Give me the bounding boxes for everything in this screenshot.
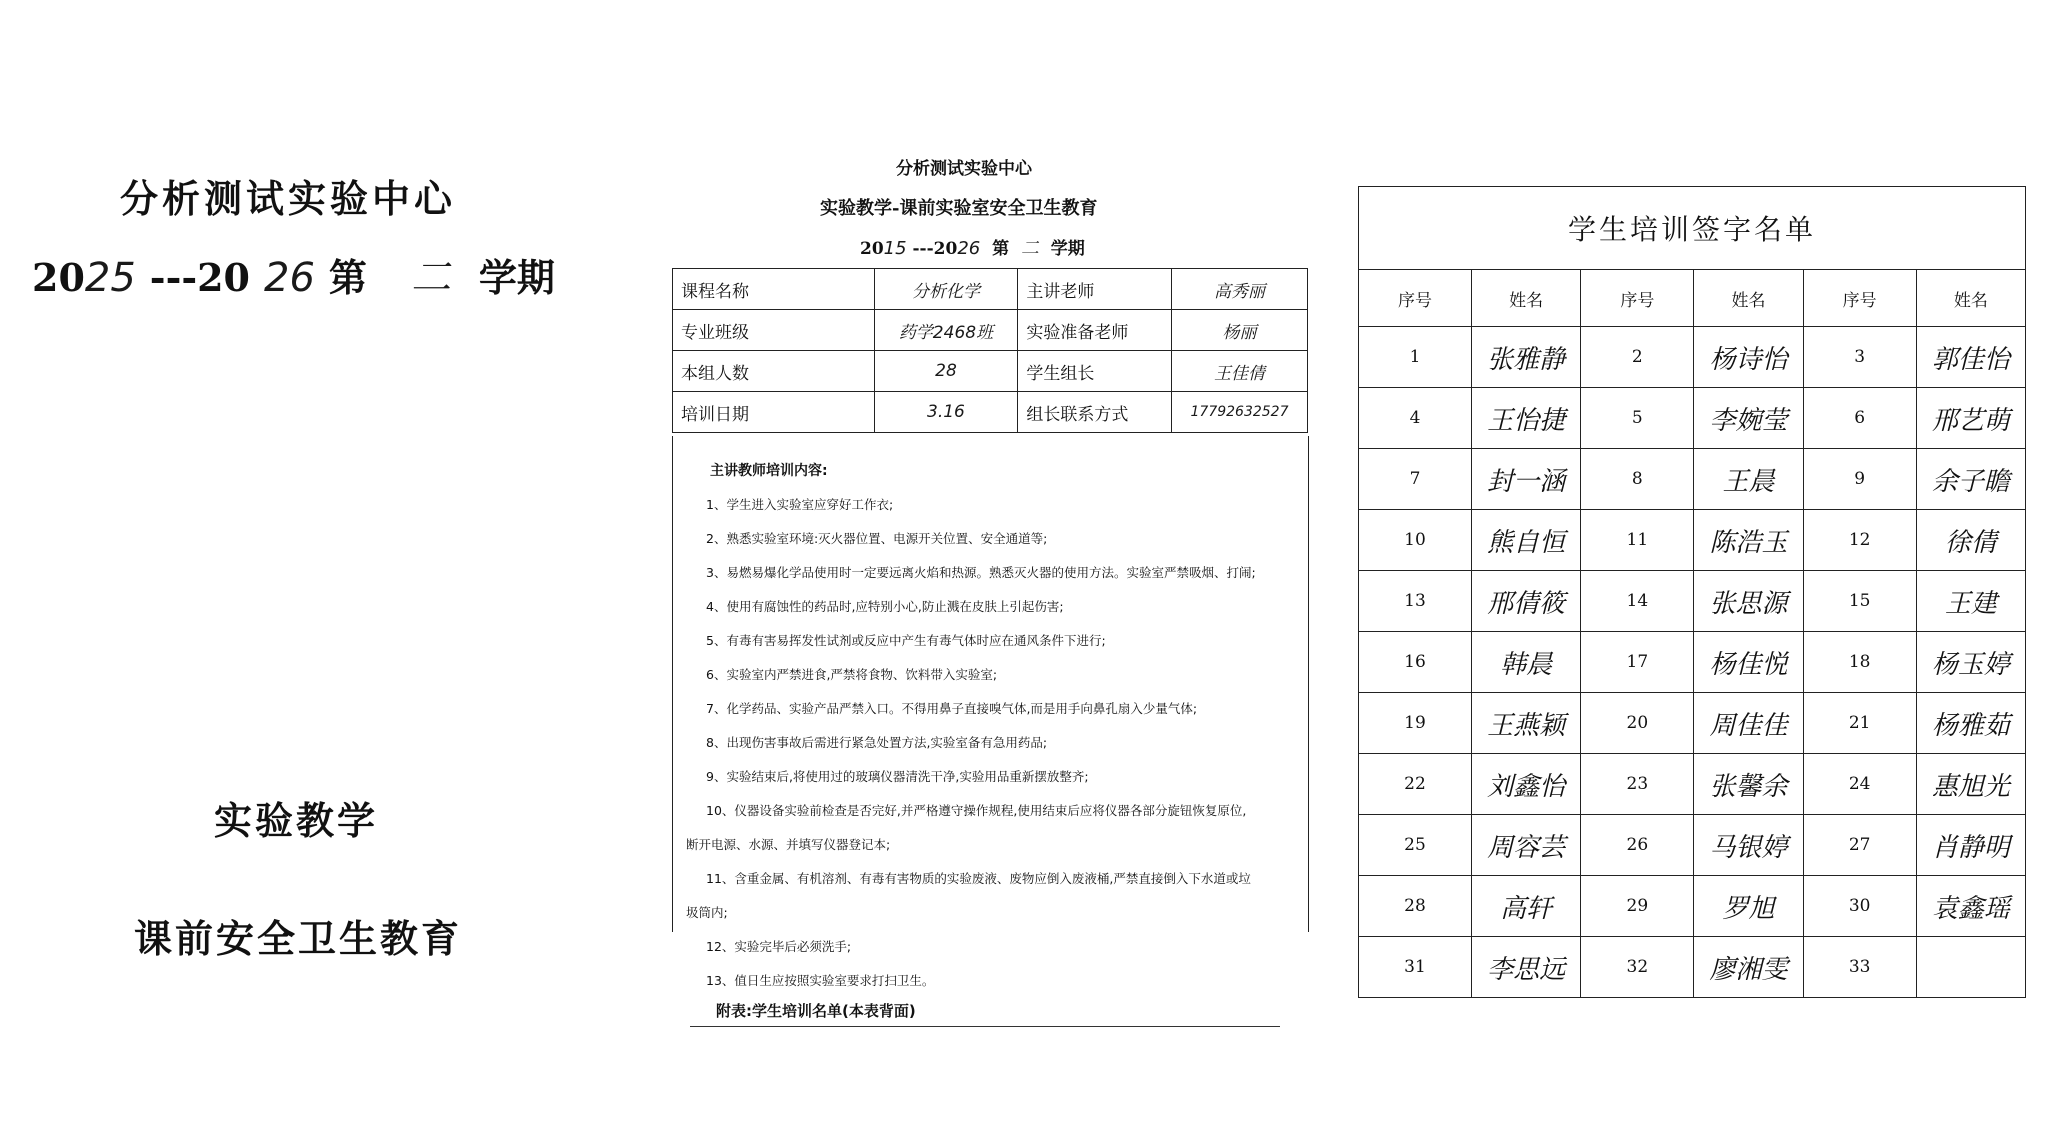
info-value-teacher: 高秀丽 <box>1172 269 1308 310</box>
form-term-xueqi: 学期 <box>1050 239 1085 259</box>
cover-teaching-title: 实验教学 <box>214 798 379 843</box>
student-signature: 周佳佳 <box>1694 693 1803 754</box>
student-number: 14 <box>1581 571 1694 632</box>
student-signature: 马银婷 <box>1694 815 1803 876</box>
cover-center-name: 分析测试实验中心 <box>120 176 457 221</box>
form-term-year1-prefix: 20 <box>860 239 884 259</box>
student-signature: 杨雅茹 <box>1916 693 2025 754</box>
table-row <box>1359 815 2026 876</box>
student-number: 31 <box>1359 937 1472 998</box>
student-number: 22 <box>1359 754 1472 815</box>
course-info-row <box>673 310 1308 351</box>
training-item: 5、有毒有害易挥发性试剂或反应中产生有毒气体时应在通风条件下进行; <box>706 633 1106 648</box>
student-number: 7 <box>1359 449 1472 510</box>
cover-education-title: 课前安全卫生教育 <box>134 916 463 961</box>
student-number: 15 <box>1803 571 1916 632</box>
course-info-table <box>672 268 1308 433</box>
student-signature <box>1916 937 2025 998</box>
table-row <box>1359 876 2026 937</box>
info-label-group-size: 本组人数 <box>673 351 875 392</box>
table-row <box>1359 571 2026 632</box>
appendix-note: 附表:学生培训名单(本表背面) <box>716 1002 916 1020</box>
student-signature: 廖湘雯 <box>1694 937 1803 998</box>
table-row <box>1359 693 2026 754</box>
student-number: 28 <box>1359 876 1472 937</box>
col-header-name: 姓名 <box>1472 270 1581 327</box>
student-number: 23 <box>1581 754 1694 815</box>
cover-term-number-handwritten: 二 <box>410 255 451 301</box>
table-row <box>1359 388 2026 449</box>
table-row <box>1359 754 2026 815</box>
student-number: 18 <box>1803 632 1916 693</box>
student-number: 17 <box>1581 632 1694 693</box>
sign-sheet-title: 学生培训签字名单 <box>1358 186 2026 269</box>
student-signature: 封一涵 <box>1472 449 1581 510</box>
student-number: 4 <box>1359 388 1472 449</box>
training-item: 11、含重金属、有机溶剂、有毒有害物质的实验废液、废物应倒入废液桶,严禁直接倒入下水道或垃 <box>706 871 1251 886</box>
student-signature: 刘鑫怡 <box>1472 754 1581 815</box>
student-signature: 肖静明 <box>1916 815 2025 876</box>
student-signature: 熊自恒 <box>1472 510 1581 571</box>
training-item: 13、值日生应按照实验室要求打扫卫生。 <box>706 973 935 988</box>
student-signature: 陈浩玉 <box>1694 510 1803 571</box>
student-number: 29 <box>1581 876 1694 937</box>
sign-table-body <box>1359 327 2026 998</box>
col-header-no: 序号 <box>1359 270 1472 327</box>
student-number: 11 <box>1581 510 1694 571</box>
student-signature: 王晨 <box>1694 449 1803 510</box>
info-value-group-size: 28 <box>874 351 1018 392</box>
info-value-prep-teacher: 杨丽 <box>1172 310 1308 351</box>
form-term-year1-handwritten: 15 <box>883 238 907 259</box>
training-title: 主讲教师培训内容: <box>710 463 828 479</box>
student-number: 26 <box>1581 815 1694 876</box>
appendix-underline <box>690 1026 1280 1027</box>
form-term-separator: ---20 <box>912 239 958 259</box>
student-number: 10 <box>1359 510 1472 571</box>
student-signature: 周容芸 <box>1472 815 1581 876</box>
student-signature: 韩晨 <box>1472 632 1581 693</box>
course-info-row <box>673 392 1308 433</box>
student-number: 8 <box>1581 449 1694 510</box>
info-label-class: 专业班级 <box>673 310 875 351</box>
cover-term-year1-handwritten: 25 <box>84 255 136 301</box>
course-info-row <box>673 351 1308 392</box>
sign-table-header <box>1359 270 2026 327</box>
cover-term-line <box>32 246 555 303</box>
training-item: 2、熟悉实验室环境:灭火器位置、电源开关位置、安全通道等; <box>706 531 1048 546</box>
student-signature: 惠旭光 <box>1916 754 2025 815</box>
student-signature: 杨玉婷 <box>1916 632 2025 693</box>
student-number: 25 <box>1359 815 1472 876</box>
cover-term-di: 第 <box>328 255 367 300</box>
table-row <box>1359 510 2026 571</box>
student-number: 6 <box>1803 388 1916 449</box>
info-label-course: 课程名称 <box>673 269 875 310</box>
student-number: 2 <box>1581 327 1694 388</box>
student-signature: 王建 <box>1916 571 2025 632</box>
student-signature: 杨诗怡 <box>1694 327 1803 388</box>
training-item: 4、使用有腐蚀性的药品时,应特别小心,防止溅在皮肤上引起伤害; <box>706 599 1064 614</box>
student-signature: 郭佳怡 <box>1916 327 2025 388</box>
student-number: 32 <box>1581 937 1694 998</box>
info-label-contact: 组长联系方式 <box>1018 392 1172 433</box>
student-number: 33 <box>1803 937 1916 998</box>
info-value-class: 药学2468班 <box>874 310 1018 351</box>
cover-term-year2-handwritten: 26 <box>264 255 315 301</box>
student-number: 9 <box>1803 449 1916 510</box>
student-number: 1 <box>1359 327 1472 388</box>
student-number: 13 <box>1359 571 1472 632</box>
form-center-name: 分析测试实验中心 <box>896 159 1032 179</box>
col-header-no: 序号 <box>1803 270 1916 327</box>
student-signature: 张思源 <box>1694 571 1803 632</box>
training-item: 10、仪器设备实验前检查是否完好,并严格遵守操作规程,使用结束后应将仪器各部分旋钮恢复原位, <box>706 803 1247 818</box>
student-signature: 李思远 <box>1472 937 1581 998</box>
col-header-name: 姓名 <box>1694 270 1803 327</box>
student-signature: 邢倩筱 <box>1472 571 1581 632</box>
student-number: 3 <box>1803 327 1916 388</box>
course-info-row <box>673 269 1308 310</box>
form-term-line <box>860 234 1085 260</box>
info-label-date: 培训日期 <box>673 392 875 433</box>
student-number: 30 <box>1803 876 1916 937</box>
table-row <box>1359 937 2026 998</box>
student-signature: 徐倩 <box>1916 510 2025 571</box>
student-signature: 张馨余 <box>1694 754 1803 815</box>
info-label-leader: 学生组长 <box>1018 351 1172 392</box>
student-number: 27 <box>1803 815 1916 876</box>
student-number: 21 <box>1803 693 1916 754</box>
training-item-continuation: 断开电源、水源、并填写仪器登记本; <box>686 837 891 852</box>
cover-term-separator: ---20 <box>149 255 250 300</box>
info-label-teacher: 主讲老师 <box>1018 269 1172 310</box>
training-item: 8、出现伤害事故后需进行紧急处置方法,实验室备有急用药品; <box>706 735 1048 750</box>
student-signature: 高轩 <box>1472 876 1581 937</box>
form-term-number-handwritten: 二 <box>1020 238 1039 259</box>
student-number: 5 <box>1581 388 1694 449</box>
student-number: 12 <box>1803 510 1916 571</box>
cover-term-year1-prefix: 20 <box>32 255 85 300</box>
training-content <box>686 454 1316 998</box>
student-number: 24 <box>1803 754 1916 815</box>
form-subtitle: 实验教学-课前实验室安全卫生教育 <box>820 198 1098 219</box>
student-signature: 邢艺萌 <box>1916 388 2025 449</box>
student-signature: 王燕颖 <box>1472 693 1581 754</box>
cover-term-xueqi: 学期 <box>478 255 555 300</box>
table-row <box>1359 632 2026 693</box>
student-signature: 余子瞻 <box>1916 449 2025 510</box>
form-term-year2-handwritten: 26 <box>957 238 981 259</box>
table-row <box>1359 327 2026 388</box>
student-signature: 罗旭 <box>1694 876 1803 937</box>
info-value-leader: 王佳倩 <box>1172 351 1308 392</box>
info-label-prep-teacher: 实验准备老师 <box>1018 310 1172 351</box>
student-number: 20 <box>1581 693 1694 754</box>
student-number: 16 <box>1359 632 1472 693</box>
student-signature: 李婉莹 <box>1694 388 1803 449</box>
student-signature: 张雅静 <box>1472 327 1581 388</box>
form-term-di: 第 <box>992 239 1010 259</box>
student-signature: 袁鑫瑶 <box>1916 876 2025 937</box>
sign-sheet <box>1358 186 2026 998</box>
info-value-course: 分析化学 <box>874 269 1018 310</box>
table-row <box>1359 449 2026 510</box>
training-item: 9、实验结束后,将使用过的玻璃仪器清洗干净,实验用品重新摆放整齐; <box>706 769 1089 784</box>
training-item: 1、学生进入实验室应穿好工作衣; <box>706 497 894 512</box>
col-header-name: 姓名 <box>1916 270 2025 327</box>
student-number: 19 <box>1359 693 1472 754</box>
col-header-no: 序号 <box>1581 270 1694 327</box>
student-signature: 杨佳悦 <box>1694 632 1803 693</box>
training-item: 7、化学药品、实验产品严禁入口。不得用鼻子直接嗅气体,而是用手向鼻孔扇入少量气体; <box>706 701 1198 716</box>
info-value-date: 3.16 <box>874 392 1018 433</box>
training-item: 3、易燃易爆化学品使用时一定要远离火焰和热源。熟悉灭火器的使用方法。实验室严禁吸烟、打闹; <box>706 565 1256 580</box>
training-item: 12、实验完毕后必须洗手; <box>706 939 852 954</box>
sign-table <box>1358 269 2026 998</box>
info-value-contact: 17792632527 <box>1172 392 1308 433</box>
training-item-continuation: 圾筒内; <box>686 905 728 920</box>
training-item: 6、实验室内严禁进食,严禁将食物、饮料带入实验室; <box>706 667 998 682</box>
student-signature: 王怡捷 <box>1472 388 1581 449</box>
